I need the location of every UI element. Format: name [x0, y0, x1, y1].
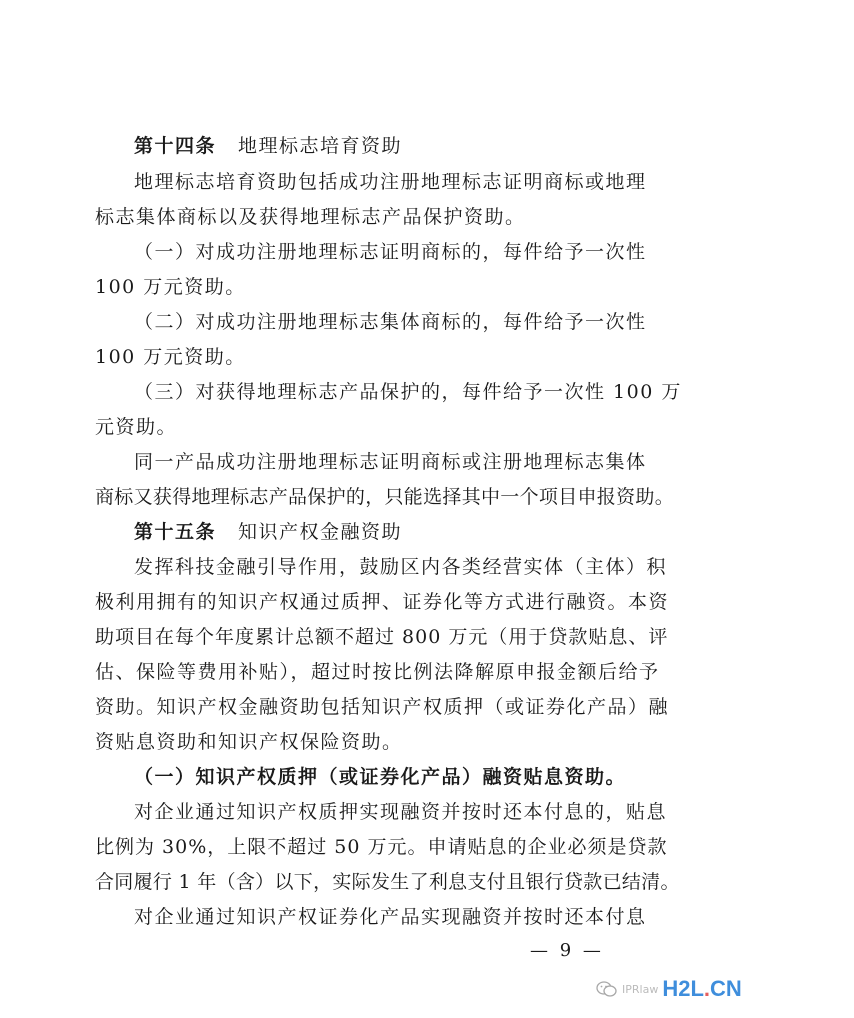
paragraph-line: 元资助。: [95, 416, 178, 438]
paragraph-line: 发挥科技金融引导作用，鼓励区内各类经营实体（主体）积: [134, 556, 668, 578]
wechat-icon: [596, 980, 618, 998]
paragraph-line: （一）知识产权质押（或证券化产品）融资贴息资助。: [134, 766, 627, 788]
watermark-text: IPRlaw: [622, 982, 659, 996]
article-number: 第十四条: [134, 135, 217, 157]
paragraph-line: 比例为 30%，上限不超过 50 万元。申请贴息的企业必须是贷款: [95, 836, 668, 858]
paragraph-line: 对企业通过知识产权质押实现融资并按时还本付息的，贴息: [134, 801, 668, 823]
brand-tail: CN: [710, 976, 742, 1001]
paragraph-line: 资助。知识产权金融资助包括知识产权质押（或证券化产品）融: [95, 696, 670, 718]
brand-dot: .: [703, 976, 711, 1001]
paragraph-line: 合同履行 1 年（含）以下，实际发生了利息支付且银行贷款已结清。: [95, 871, 680, 893]
paragraph-line: 同一产品成功注册地理标志证明商标或注册地理标志集体: [134, 451, 647, 473]
brand-main: H2L: [662, 976, 704, 1001]
article-title: 知识产权金融资助: [238, 521, 403, 543]
paragraph-line: 100 万元资助。: [95, 346, 246, 368]
article-number: 第十五条: [134, 521, 217, 543]
article-14-heading: [0, 134, 854, 158]
paragraph-line: 极利用拥有的知识产权通过质押、证券化等方式进行融资。本资: [95, 591, 670, 613]
paragraph-line: 对企业通过知识产权证券化产品实现融资并按时还本付息: [134, 906, 647, 928]
article-15-heading: [0, 520, 854, 544]
watermark: [596, 976, 742, 1002]
paragraph-line: 标志集体商标以及获得地理标志产品保护资助。: [95, 206, 526, 228]
article-title: 地理标志培育资助: [238, 135, 403, 157]
paragraph-line: 商标又获得地理标志产品保护的，只能选择其中一个项目申报资助。: [95, 486, 675, 508]
paragraph-line: （一）对成功注册地理标志证明商标的，每件给予一次性: [134, 241, 647, 263]
paragraph-line: 助项目在每个年度累计总额不超过 800 万元（用于贷款贴息、评: [95, 626, 669, 648]
paragraph-line: （二）对成功注册地理标志集体商标的，每件给予一次性: [134, 311, 647, 333]
paragraph-line: 估、保险等费用补贴），超过时按比例法降解原申报金额后给予: [95, 661, 660, 683]
page-number: — 9 —: [530, 940, 604, 961]
paragraph-line: 地理标志培育资助包括成功注册地理标志证明商标或地理: [134, 171, 647, 193]
watermark-brand: [662, 976, 741, 1002]
paragraph-line: 资贴息资助和知识产权保险资助。: [95, 731, 403, 753]
paragraph-line: 100 万元资助。: [95, 276, 246, 298]
paragraph-line: （三）对获得地理标志产品保护的，每件给予一次性 100 万: [134, 381, 682, 403]
